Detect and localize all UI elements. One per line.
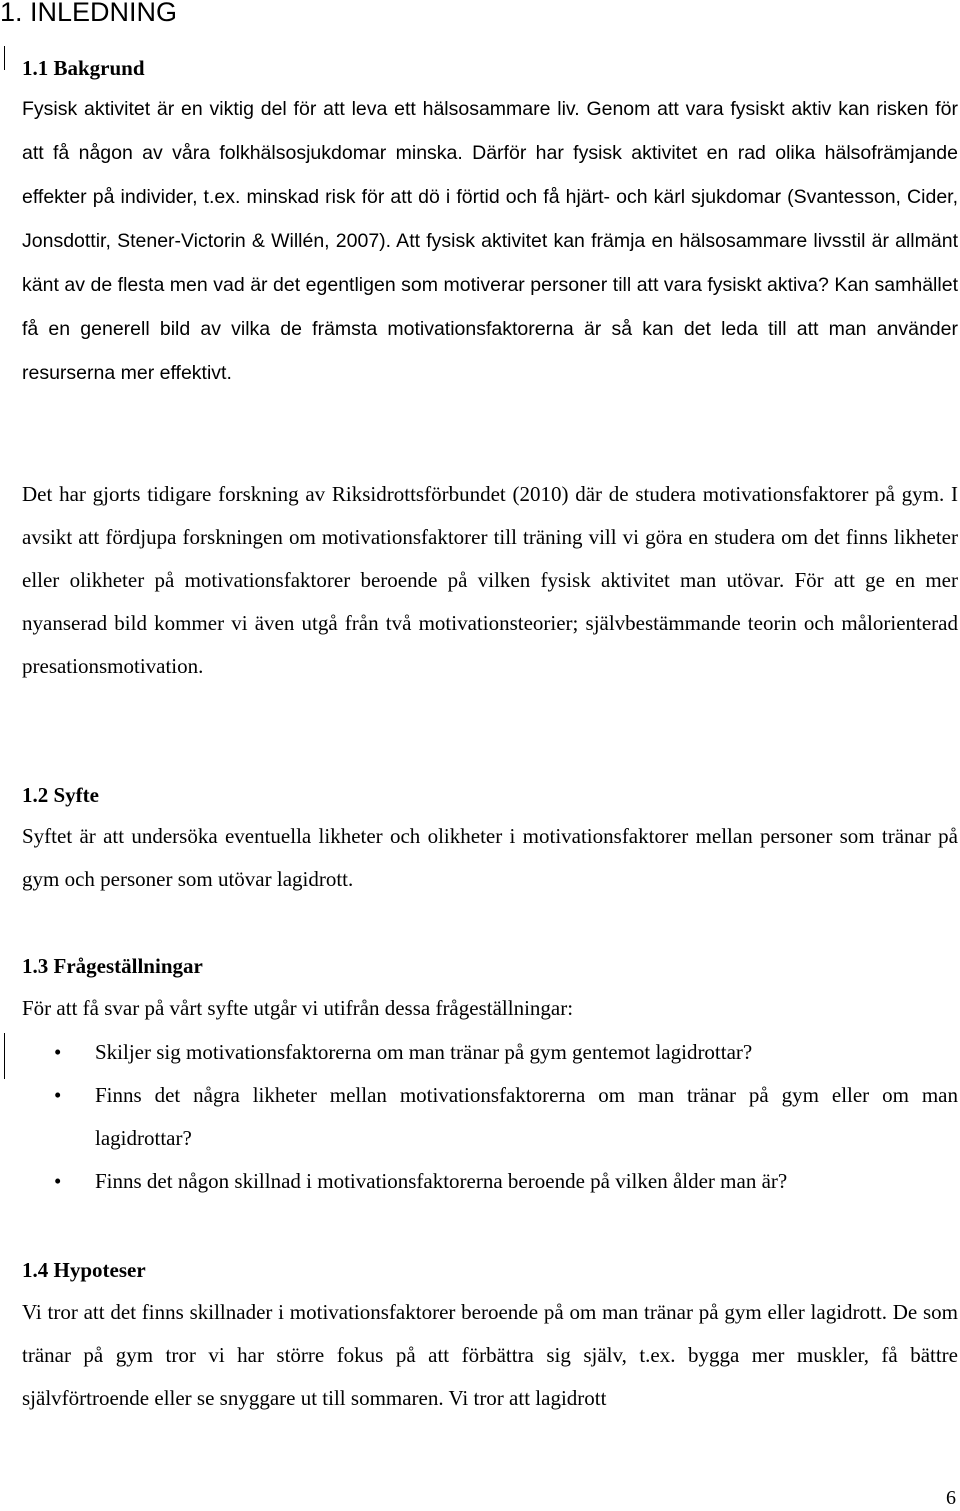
list-item: • Finns det någon skillnad i motivationsfaktorerna beroende på vilken ålder man är?: [22, 1160, 958, 1203]
page-number: 6: [946, 1487, 956, 1509]
paragraph-bakgrund-1: Fysisk aktivitet är en viktig del för att leva ett hälsosammare liv. Genom att vara fysiskt aktiv kan risken för att få någon av våra folkhälsosjukdomar minska. Därför har fysisk aktivitet en rad olika hälsofrämjande effekter på individer, t.ex. minskad risk för att dö i förtid och få hjärt- och kärl sjukdomar (Svantesson, Cider, Jonsdottir, Stener-Victorin & Willén, 2007). Att fysisk aktivitet kan främja en hälsosammare livsstil är allmänt känt av de flesta men vad är det egentligen som motiverar personer till att vara fysiskt aktiva? Kan samhället få en generell bild av vilka de främsta motivationsfaktorerna är så kan det leda till att man använder resurserna mer effektivt.: [22, 98, 958, 384]
question-list: [22, 1031, 958, 1203]
revision-bar-bullets: [4, 1033, 5, 1079]
paragraph-syfte: Syftet är att undersöka eventuella likheter och olikheter i motivationsfaktorer mellan personer som tränar på gym och personer som utövar lagidrott.: [22, 824, 958, 891]
section-title-syfte: 1.2 Syfte: [22, 783, 99, 807]
list-item: • Skiljer sig motivationsfaktorerna om man tränar på gym gentemot lagidrottar?: [22, 1031, 958, 1074]
bullet-icon: •: [54, 1040, 62, 1064]
bullet-icon: •: [54, 1083, 62, 1107]
section-title-bakgrund: 1.1 Bakgrund: [22, 56, 145, 80]
bullet-icon: •: [54, 1169, 62, 1193]
revision-bar-top: [4, 46, 5, 70]
section-title-hypoteser: 1.4 Hypoteser: [22, 1258, 146, 1282]
chapter-heading: 1. INLEDNING: [0, 0, 178, 27]
list-item: • Finns det några likheter mellan motivationsfaktorerna om man tränar på gym eller om man lagidrottar?: [22, 1074, 958, 1160]
paragraph-hypoteser: Vi tror att det finns skillnader i motivationsfaktorer beroende på om man tränar på gym eller lagidrott. De som tränar på gym tror vi har större fokus på att förbättra sig själv, t.ex. bygga mer muskler, få bättre självförtroende eller se snyggare ut till sommaren. Vi tror att lagidrott: [22, 1300, 958, 1410]
paragraph-fragestallningar-intro: För att få svar på vårt syfte utgår vi utifrån dessa frågeställningar:: [22, 996, 574, 1020]
section-title-fragestallningar: 1.3 Frågeställningar: [22, 954, 203, 978]
paragraph-bakgrund-2: Det har gjorts tidigare forskning av Riksidrottsförbundet (2010) där de studera motivationsfaktorer på gym. I avsikt att fördjupa forskningen om motivationsfaktorer till träning vill vi göra en studera om det finns likheter eller olikheter på motivationsfaktorer beroende på vilken fysisk aktivitet man utövar. För att ge en mer nyanserad bild kommer vi även utgå från två motivationsteorier; självbestämmande teorin och målorienterad presationsmotivation.: [22, 482, 958, 678]
